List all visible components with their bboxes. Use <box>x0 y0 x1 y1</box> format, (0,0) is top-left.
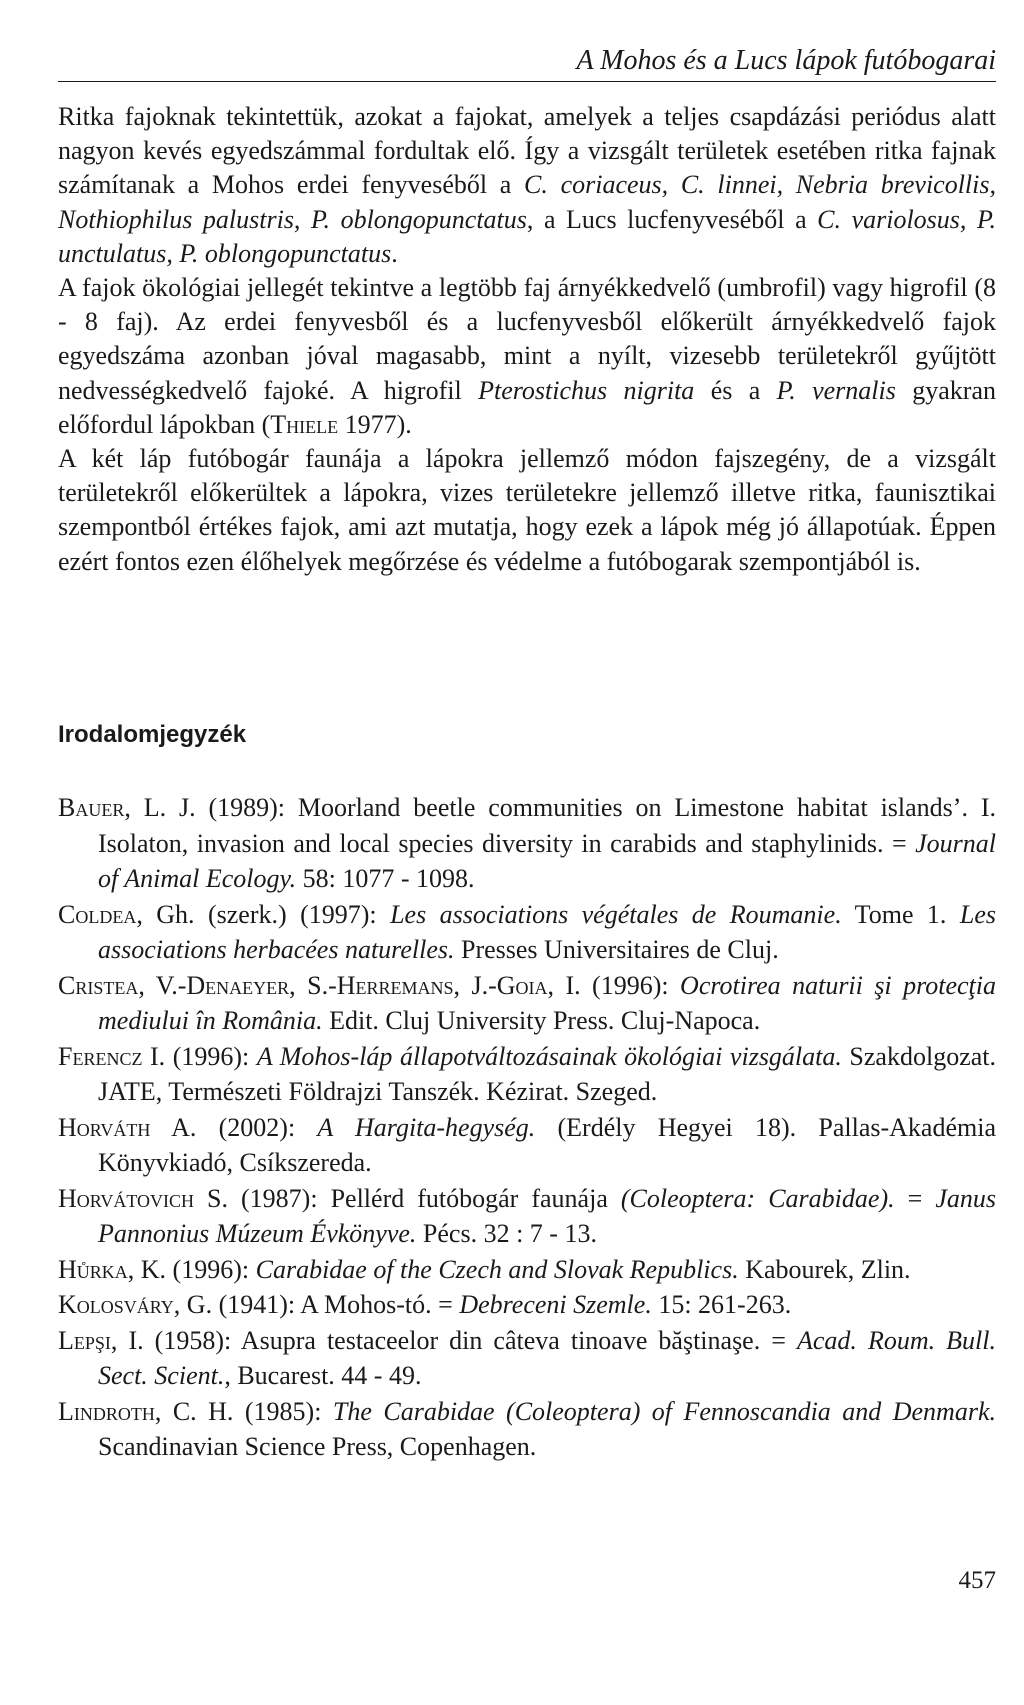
text-run: , V.- <box>138 970 187 1000</box>
text-run: , C. H. (1985): <box>154 1396 333 1426</box>
italic-text: P. vernalis <box>776 375 896 405</box>
author-name: Lepşi <box>58 1325 111 1355</box>
italic-text: The Carabidae (Coleoptera) of Fennoscandia and Denmark. <box>332 1396 996 1426</box>
italic-text: Pterostichus nigrita <box>478 375 695 405</box>
text-run: Presses Universitaires de Cluj. <box>454 935 779 964</box>
references-heading: Irodalomjegyzék <box>58 721 247 748</box>
text-run: , K. (1996): <box>127 1254 256 1284</box>
italic-text: A Hargita-hegység. <box>317 1112 536 1142</box>
italic-text: C. coriaceus, C. linnei, Nebria brevicollis, Nothiophilus palustris, P. oblongopunctatus <box>58 170 996 234</box>
reference-entry <box>58 1039 996 1110</box>
body-text <box>58 100 996 579</box>
running-head: A Mohos és a Lucs lápok futóbogarai <box>58 44 996 82</box>
author-name: Goia <box>496 970 548 1000</box>
text-run: Tome 1. <box>841 899 960 929</box>
reference-entry <box>58 968 996 1039</box>
text-run: A fajok ökológiai jellegét tekintve a legtöbb faj árnyékkedvelő (umbrofil) vagy higrofil (8 - 8 faj). Az erdei fenyvesből és a lucfenyvesből előkerült árnyékkedvelő fajok egyedszáma azonban jóval magasabb, mint a nyílt, vizesebb területekről gyűjtött nedvességkedvelő fajoké. A higrofil <box>58 273 996 405</box>
text-run: A. (2002): <box>150 1112 318 1142</box>
author-name: Hůrka <box>58 1254 128 1284</box>
text-run: Szakdolgozat. JATE, Természeti Földrajzi Tanszék. Kézirat. Szeged. <box>98 1041 997 1106</box>
author-name: Lindroth <box>58 1396 155 1426</box>
author-name: Ferencz <box>58 1041 143 1071</box>
author-name: Coldea <box>58 899 137 929</box>
author-name: Thiele <box>270 409 339 439</box>
italic-text: A Mohos-láp állapotváltozásainak ökológiai vizsgálata. <box>256 1041 842 1071</box>
author-name: Horváth <box>58 1112 151 1142</box>
text-run: S. (1987): Pellérd futóbogár faunája <box>194 1183 621 1213</box>
references-list <box>58 790 996 1465</box>
text-run: A két láp futóbogár faunája a lápokra jellemző módon fajszegény, de a vizsgált területekről előkerültek a lápokra, vizes területekre jellemző illetve ritka, faunisztikai szempontból értékes fajok, ami azt mutatja, hogy ezek a lápok még jó állapotúak. Éppen ezért fontos ezen élőhelyek megőrzése és védelme a futóbogarak szempontjából is. <box>58 444 996 576</box>
text-run: 58: 1077 - 1098. <box>296 864 475 893</box>
text-run: , J.- <box>453 970 497 1000</box>
author-name: Denaeyer <box>186 970 290 1000</box>
text-run: Pécs. 32 : 7 - 13. <box>416 1219 597 1248</box>
italic-text: Carabidae of the Czech and Slovak Republics. <box>255 1254 739 1284</box>
text-run: Ritka fajoknak tekintettük, azokat a fajokat, amelyek a teljes csapdázási periódus alatt nagyon kevés egyedszámmal fordultak elő. Így a vizsgált területek esetében ritka fajnak számítanak a Mohos erdei fenyveséből a <box>58 102 996 200</box>
text-run: I. (1996): <box>142 1041 257 1071</box>
italic-text: Journal of Animal Ecology. <box>98 828 996 893</box>
author-name: Bauer <box>58 793 125 822</box>
reference-entry <box>58 790 996 897</box>
author-name: Kolosváry <box>58 1290 174 1319</box>
author-name: Herremans <box>336 970 454 1000</box>
text-run: , G. (1941): A Mohos-tó. = <box>173 1290 460 1319</box>
text-run: . <box>391 238 398 268</box>
reference-entry <box>58 1110 996 1181</box>
italic-text: Les associations végétales de Roumanie. <box>390 899 842 929</box>
text-run: , Gh. (szerk.) (1997): <box>136 899 391 929</box>
text-run: , a Lucs lucfenyveséből a <box>526 204 818 234</box>
paragraph <box>58 271 996 442</box>
text-run: , S.- <box>289 970 337 1000</box>
text-run: és a <box>694 375 777 405</box>
text-run: Edit. Cluj University Press. Cluj-Napoca. <box>322 1006 761 1035</box>
text-run: gyakran előfordul lápokban ( <box>58 375 996 439</box>
italic-text: Les associations herbacées naturelles. <box>98 899 996 964</box>
paragraph <box>58 100 996 271</box>
italic-text: (Coleoptera: Carabidae). <box>620 1183 895 1213</box>
italic-text: Janus Pannonius Múzeum Évkönyve. <box>98 1183 996 1248</box>
author-name: Cristea <box>58 970 139 1000</box>
text-run: = <box>894 1183 936 1213</box>
text-run: 1977). <box>338 409 412 439</box>
reference-entry <box>58 1181 996 1252</box>
reference-entry <box>58 1287 996 1323</box>
text-run: Kabourek, Zlin. <box>738 1254 911 1284</box>
reference-entry <box>58 1323 996 1394</box>
italic-text: Debreceni Szemle. <box>459 1290 652 1319</box>
text-run: , L. J. (1989): Moorland beetle communities on Limestone habitat islands’. I. Isolaton, invasion and local species diversity in carabids and staphylinids. = <box>98 793 996 858</box>
text-run: Scandinavian Science Press, Copenhagen. <box>98 1432 537 1461</box>
text-run: , I. (1958): Asupra testaceelor din câteva tinoave băştinaşe. = <box>110 1325 797 1355</box>
italic-text: C. variolosus, P. unctulatus, P. oblongopunctatus <box>58 204 996 268</box>
text-run: (Erdély Hegyei 18). Pallas-Akadémia Könyvkiadó, Csíkszereda. <box>98 1112 996 1177</box>
page-number: 457 <box>958 1567 996 1594</box>
italic-text: Ocrotirea naturii şi protecţia mediului în România. <box>98 970 996 1035</box>
text-run: , Bucarest. 44 - 49. <box>224 1361 422 1390</box>
author-name: Horvátovich <box>58 1183 195 1213</box>
text-run: 15: 261-263. <box>651 1290 792 1319</box>
reference-entry <box>58 897 996 968</box>
reference-entry <box>58 1252 996 1288</box>
text-run: , I. (1996): <box>547 970 681 1000</box>
paragraph <box>58 442 996 579</box>
italic-text: Acad. Roum. Bull. Sect. Scient. <box>98 1325 996 1390</box>
reference-entry <box>58 1394 996 1465</box>
